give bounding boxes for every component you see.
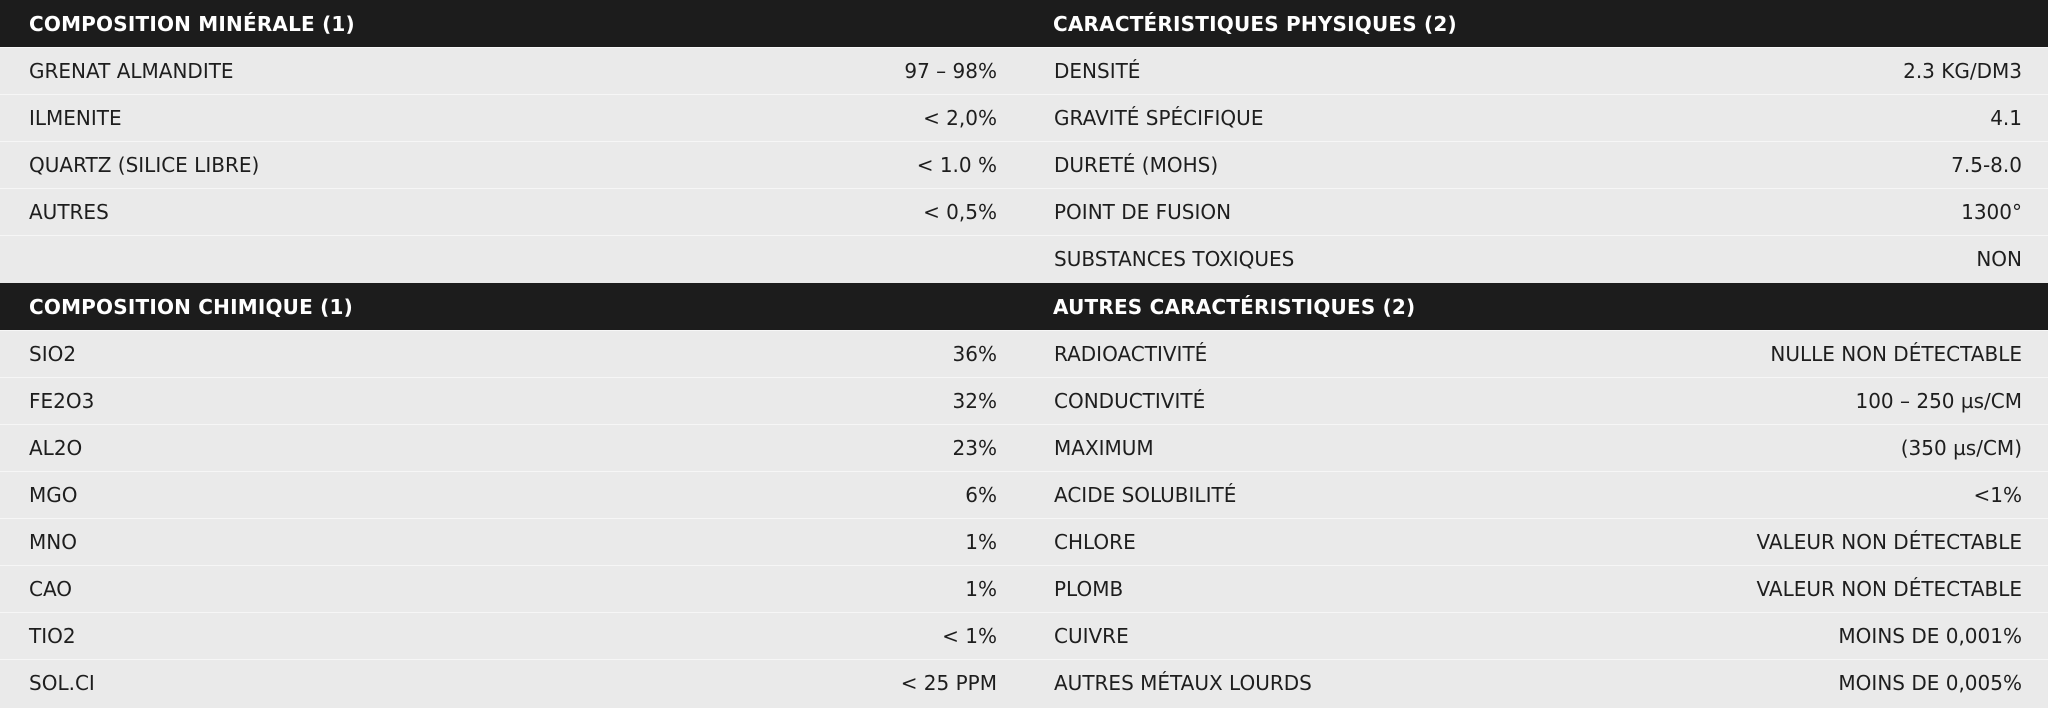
physical-characteristics-title: CARACTÉRISTIQUES PHYSIQUES (2) — [1053, 11, 1457, 36]
row-value: < 2,0% — [923, 106, 997, 130]
row-label: MAXIMUM — [1054, 436, 1154, 460]
table-row — [0, 188, 1024, 235]
table-row — [1024, 612, 2048, 659]
row-value: 1300° — [1961, 200, 2022, 224]
table-row — [1024, 235, 2048, 282]
table-row — [1024, 141, 2048, 188]
other-characteristics-header — [1024, 283, 2048, 330]
row-label: FE2O3 — [29, 389, 95, 413]
row-value: 36% — [952, 342, 997, 366]
table-row — [0, 377, 1024, 424]
row-value: NON — [1976, 247, 2022, 271]
row-label: ILMENITE — [29, 106, 122, 130]
row-label: DENSITÉ — [1054, 59, 1141, 83]
table-row — [0, 94, 1024, 141]
row-label: CAO — [29, 577, 73, 601]
row-label: ACIDE SOLUBILITÉ — [1054, 483, 1237, 507]
row-label: SOL.CI — [29, 671, 95, 695]
row-label: AUTRES — [29, 200, 109, 224]
row-label: MNO — [29, 530, 77, 554]
chemical-composition-title: COMPOSITION CHIMIQUE (1) — [29, 294, 353, 319]
row-label: POINT DE FUSION — [1054, 200, 1232, 224]
chemical-composition-table — [0, 283, 1024, 706]
table-row — [1024, 518, 2048, 565]
table-row — [1024, 188, 2048, 235]
table-row — [0, 659, 1024, 706]
table-row — [0, 565, 1024, 612]
row-value: 7.5-8.0 — [1951, 153, 2022, 177]
table-row — [0, 141, 1024, 188]
row-label: AL2O — [29, 436, 83, 460]
row-value: 32% — [952, 389, 997, 413]
table-row — [1024, 47, 2048, 94]
row-value: 23% — [952, 436, 997, 460]
row-value: <1% — [1973, 483, 2022, 507]
table-row — [1024, 330, 2048, 377]
row-label: CUIVRE — [1054, 624, 1129, 648]
row-label: MGO — [29, 483, 78, 507]
table-row — [1024, 659, 2048, 706]
table-row — [0, 330, 1024, 377]
row-value: (350 µs/CM) — [1900, 436, 2022, 460]
row-value: < 1.0 % — [916, 153, 997, 177]
bottom-section — [0, 283, 2048, 706]
row-label: SUBSTANCES TOXIQUES — [1054, 247, 1295, 271]
row-value: < 0,5% — [923, 200, 997, 224]
chemical-composition-header — [0, 283, 1024, 330]
row-value: 100 – 250 µs/CM — [1855, 389, 2022, 413]
row-value: 2.3 KG/DM3 — [1903, 59, 2022, 83]
row-label: RADIOACTIVITÉ — [1054, 342, 1208, 366]
mineral-composition-table — [0, 0, 1024, 282]
row-label: GRENAT ALMANDITE — [29, 59, 234, 83]
table-row — [0, 518, 1024, 565]
other-characteristics-title: AUTRES CARACTÉRISTIQUES (2) — [1053, 294, 1416, 319]
row-value: 4.1 — [1990, 106, 2022, 130]
row-value: MOINS DE 0,001% — [1838, 624, 2022, 648]
row-label: SIO2 — [29, 342, 77, 366]
row-value: 6% — [965, 483, 997, 507]
table-row — [0, 612, 1024, 659]
row-value: 1% — [965, 530, 997, 554]
table-row — [0, 424, 1024, 471]
mineral-composition-header — [0, 0, 1024, 47]
row-value: NULLE NON DÉTECTABLE — [1770, 342, 2022, 366]
table-row — [1024, 471, 2048, 518]
row-value: < 25 PPM — [900, 671, 997, 695]
row-label: DURETÉ (MOHS) — [1054, 153, 1219, 177]
row-value: < 1% — [942, 624, 997, 648]
row-label: TIO2 — [29, 624, 76, 648]
row-label: QUARTZ (SILICE LIBRE) — [29, 153, 260, 177]
table-row — [1024, 377, 2048, 424]
other-characteristics-table — [1024, 283, 2048, 706]
row-value: MOINS DE 0,005% — [1838, 671, 2022, 695]
table-row — [1024, 424, 2048, 471]
row-label: PLOMB — [1054, 577, 1124, 601]
mineral-composition-title: COMPOSITION MINÉRALE (1) — [29, 11, 355, 36]
row-label: AUTRES MÉTAUX LOURDS — [1054, 671, 1312, 695]
table-row — [1024, 94, 2048, 141]
row-value: 97 – 98% — [904, 59, 997, 83]
table-row — [0, 471, 1024, 518]
table-row — [1024, 565, 2048, 612]
top-section — [0, 0, 2048, 282]
row-value: VALEUR NON DÉTECTABLE — [1756, 530, 2022, 554]
physical-characteristics-table — [1024, 0, 2048, 282]
table-row — [0, 47, 1024, 94]
table-row-empty — [0, 235, 1024, 282]
row-label: GRAVITÉ SPÉCIFIQUE — [1054, 106, 1264, 130]
row-label: CHLORE — [1054, 530, 1136, 554]
row-value: 1% — [965, 577, 997, 601]
physical-characteristics-header — [1024, 0, 2048, 47]
row-label: CONDUCTIVITÉ — [1054, 389, 1206, 413]
row-value: VALEUR NON DÉTECTABLE — [1756, 577, 2022, 601]
